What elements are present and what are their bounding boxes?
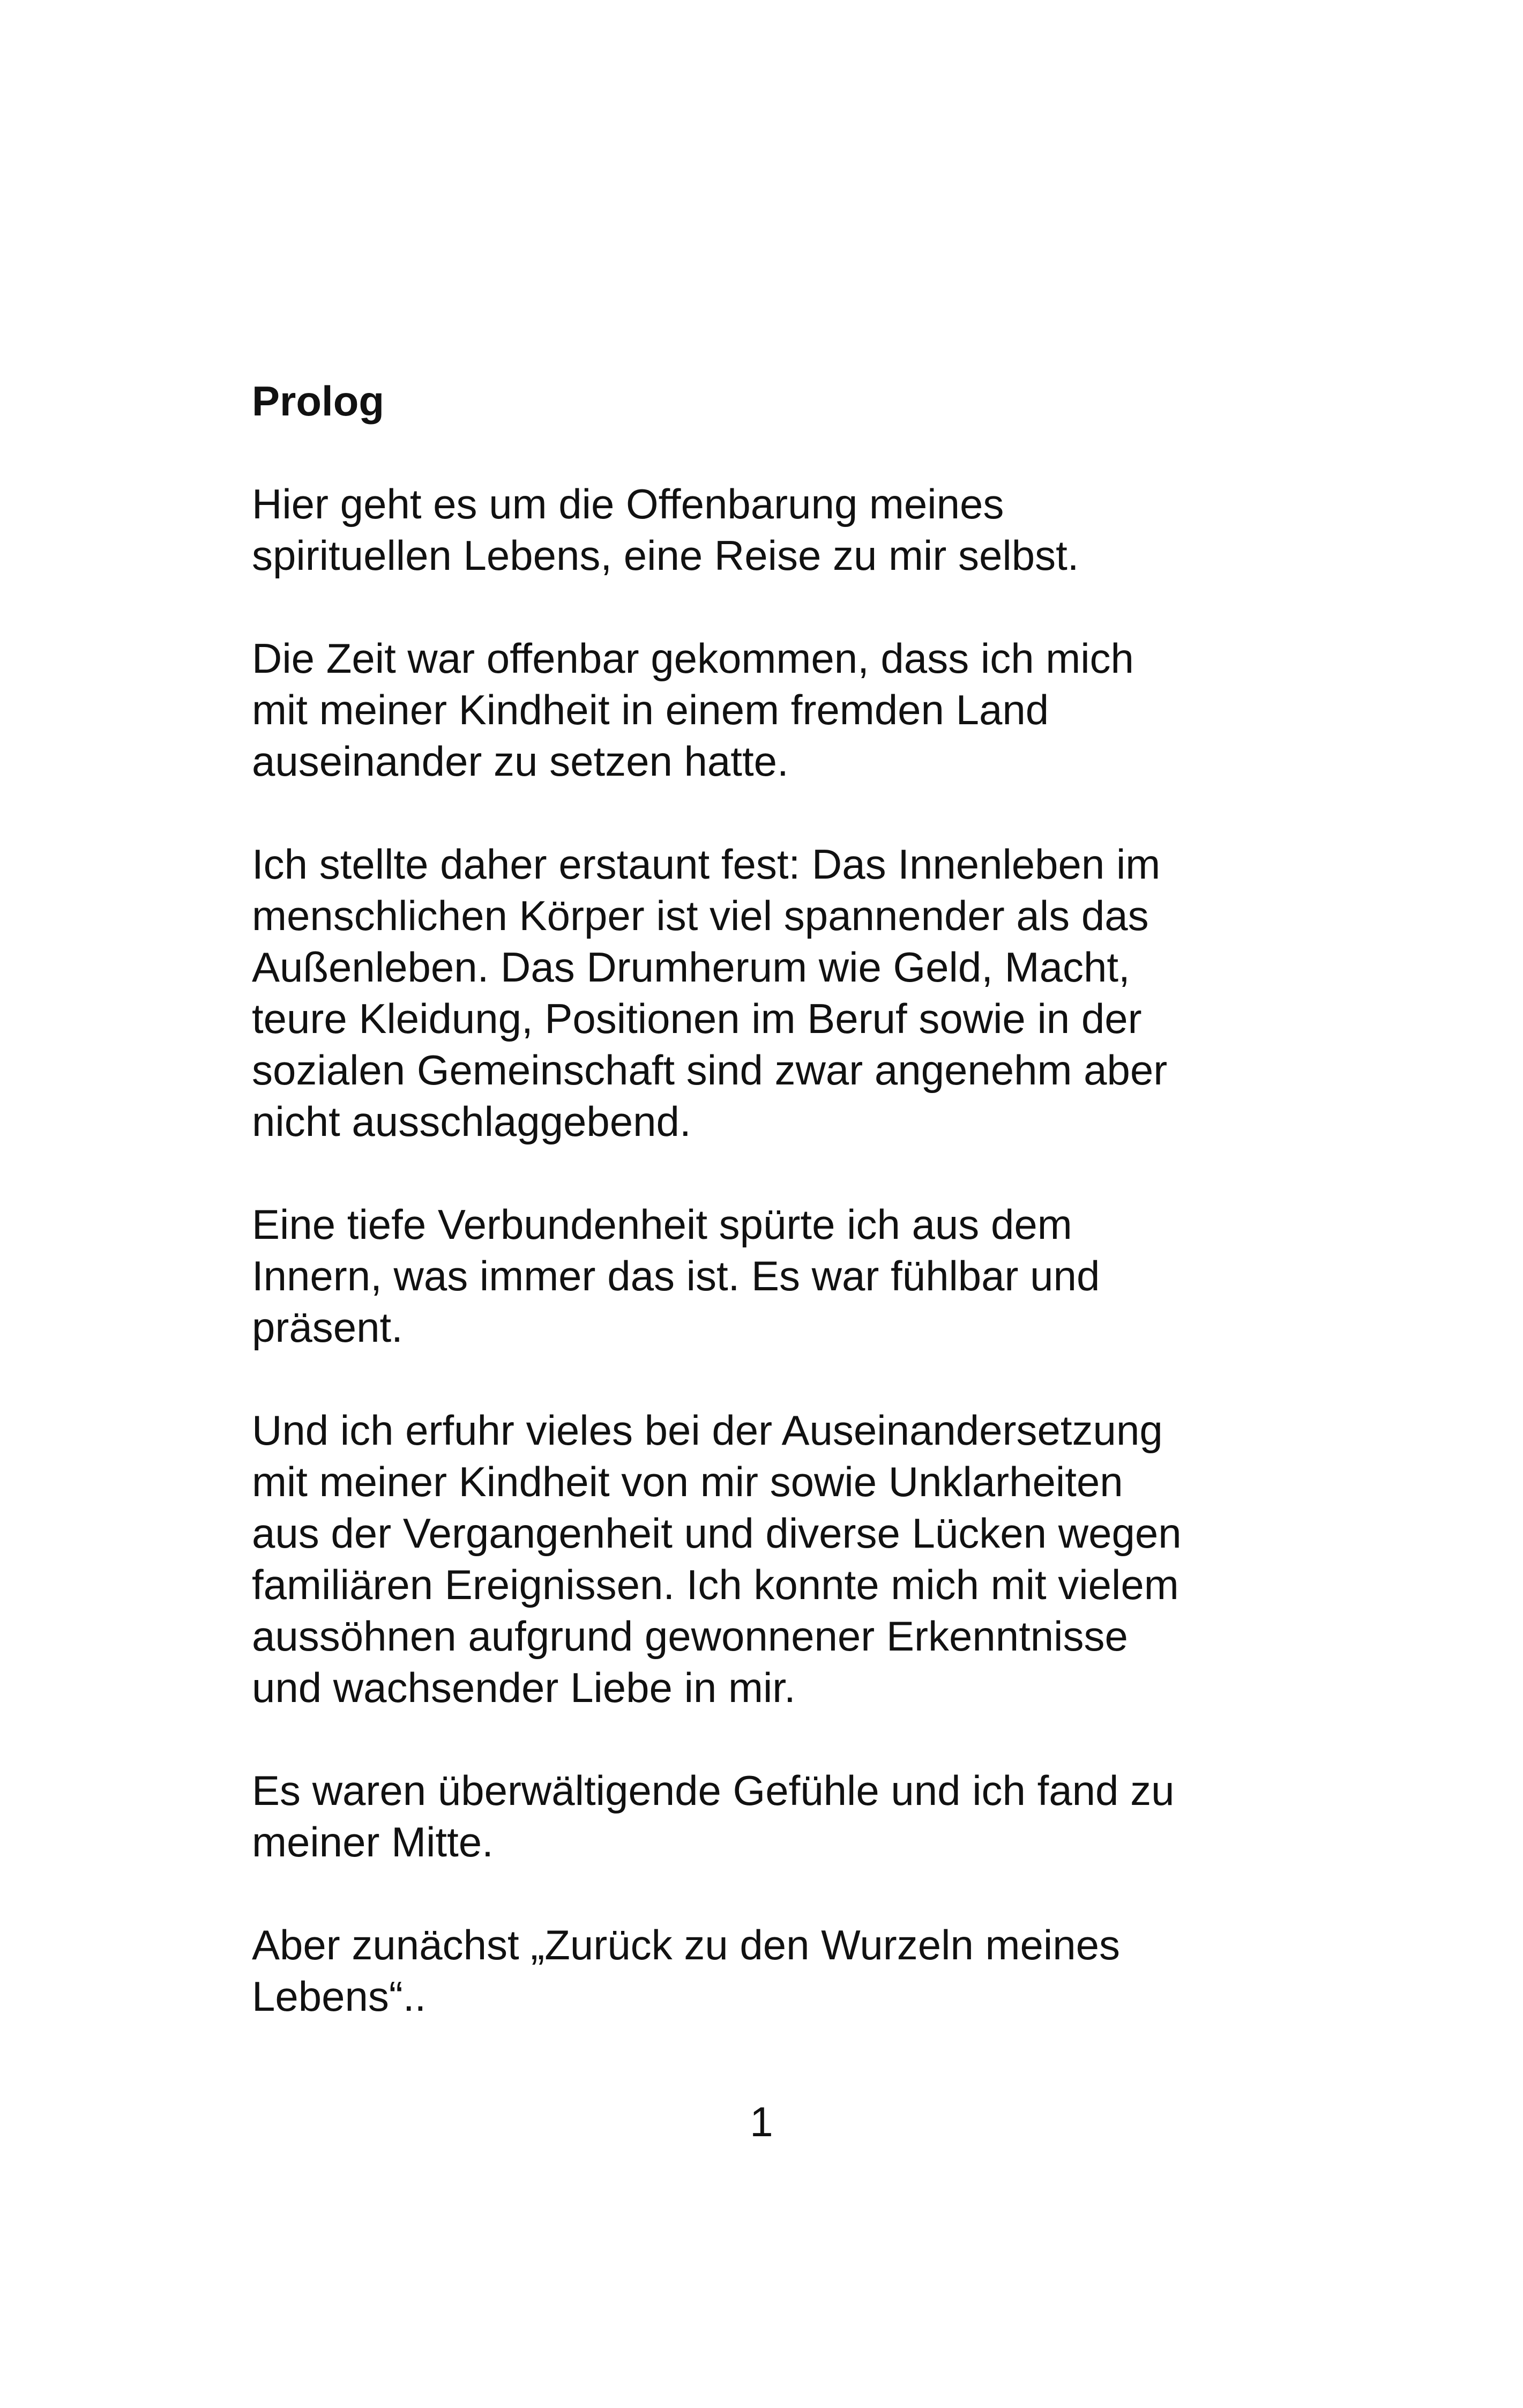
paragraph — [252, 838, 1302, 1147]
text-line: sozialen Gemeinschaft sind zwar angenehm aber — [252, 1046, 1168, 1094]
text-line: Lebens“.. — [252, 1973, 427, 2020]
text-line: spirituellen Lebens, eine Reise zu mir selbst. — [252, 532, 1079, 579]
text-line: teure Kleidung, Positionen im Beruf sowie in der — [252, 995, 1142, 1042]
text-line: Außenleben. Das Drumherum wie Geld, Macht, — [252, 943, 1130, 991]
text-line: und wachsender Liebe in mir. — [252, 1664, 796, 1711]
text-line: Die Zeit war offenbar gekommen, dass ich mich — [252, 635, 1134, 682]
text-line: Hier geht es um die Offenbarung meines — [252, 480, 1004, 527]
text-line: familiären Ereignissen. Ich konnte mich mit vielem — [252, 1561, 1179, 1608]
text-line: aus der Vergangenheit und diverse Lücken wegen — [252, 1510, 1182, 1557]
page-content — [252, 375, 1302, 2073]
paragraph — [252, 1919, 1302, 2022]
text-line: Ich stellte daher erstaunt fest: Das Innenleben im — [252, 841, 1161, 888]
text-line: menschlichen Körper ist viel spannender als das — [252, 892, 1149, 939]
paragraph — [252, 478, 1302, 581]
text-line: präsent. — [252, 1304, 403, 1351]
text-line: Und ich erfuhr vieles bei der Auseinandersetzung — [252, 1407, 1163, 1454]
text-line: auseinander zu setzen hatte. — [252, 738, 789, 785]
text-line: Es waren überwältigende Gefühle und ich fand zu — [252, 1767, 1175, 1814]
text-line: mit meiner Kindheit von mir sowie Unklarheiten — [252, 1458, 1123, 1505]
text-line: Innern, was immer das ist. Es war fühlbar und — [252, 1252, 1100, 1299]
paragraph — [252, 1404, 1302, 1713]
text-line: mit meiner Kindheit in einem fremden Land — [252, 686, 1049, 733]
chapter-heading: Prolog — [252, 377, 384, 425]
paragraph — [252, 633, 1302, 787]
text-line: aussöhnen aufgrund gewonnener Erkenntnisse — [252, 1612, 1128, 1660]
text-line: nicht ausschlaggebend. — [252, 1098, 691, 1145]
page-number: 1 — [750, 2098, 773, 2145]
paragraph — [252, 1199, 1302, 1353]
text-line: Eine tiefe Verbundenheit spürte ich aus dem — [252, 1201, 1072, 1248]
text-line: Aber zunächst „Zurück zu den Wurzeln meines — [252, 1921, 1120, 1968]
text-line: meiner Mitte. — [252, 1818, 494, 1866]
paragraph — [252, 1765, 1302, 1868]
